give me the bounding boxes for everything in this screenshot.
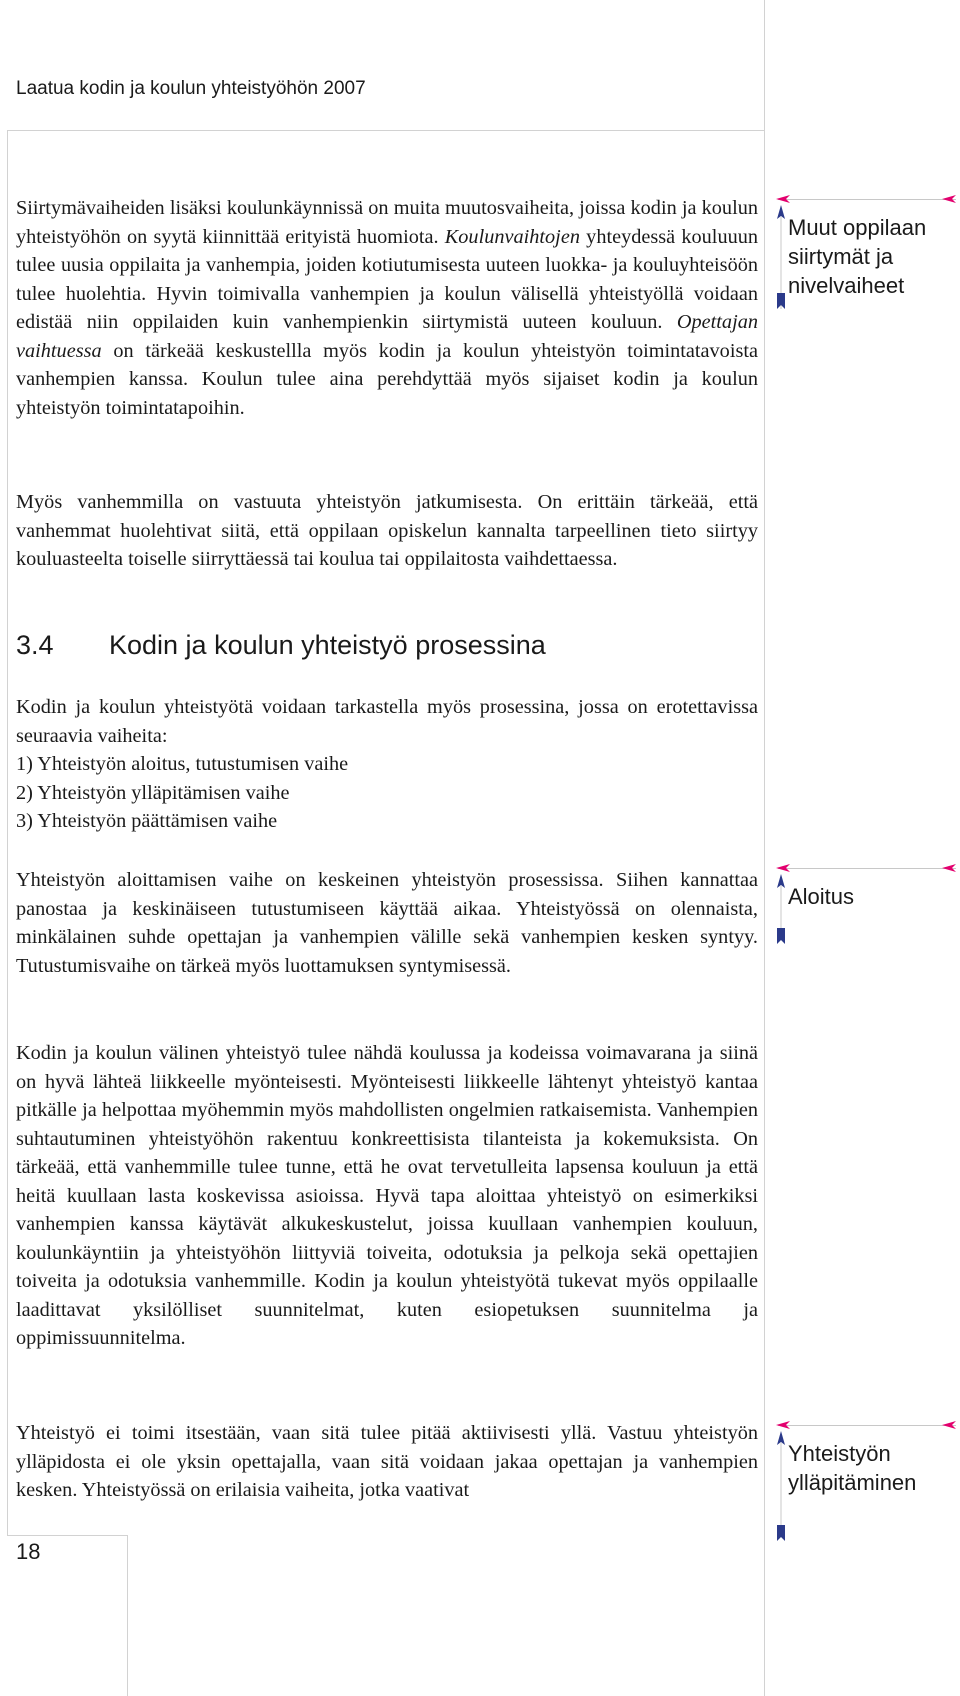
margin-note-transitions bbox=[776, 195, 960, 325]
list-item: 3) Yhteistyön päättämisen vaihe bbox=[16, 810, 278, 832]
page-number-box-border bbox=[127, 1535, 128, 1696]
paragraph-transitions: Siirtymävaiheiden lisäksi koulunkäynnissä on muita muutosvaiheita, joissa kodin ja koulun yhteistyöhön on syytä kiinnittää erityistä huomiota. Koulunvaihtojen yhteydessä kouluuun tulee uusia oppilaita ja vanhempia, joiden kotiutumisesta uuteen luokka- ja kouluyhteisöön tulee huolehtia. Hyvin toimivalla vanhempien ja koulun välisellä yhteistyöllä voidaan edistää niin oppilaiden kuin vanhempienkin siirtymistä uuteen kouluun. Opettajan vaihtuessa on tärkeää keskustellla myös kodin ja koulun yhteistyön toimintatavoista vanhempien kanssa. Koulun tulee aina perehdyttää myös sijaiset kodin ja koulun yhteistyön toimintatapoihin. bbox=[16, 197, 759, 419]
header-rule bbox=[7, 130, 764, 131]
paragraph-parents-responsibility: Myös vanhemmilla on vastuuta yhteistyön jatkumisesta. On erittäin tärkeää, että vanhemmat huolehtivat siitä, että oppilaan opiskelun kannalta tarpeellinen tieto siirtyy kouluasteelta toiselle siirryttäessä tai koulua tai oppilaitosta vaihdettaessa. bbox=[16, 491, 758, 570]
pink-flag-icon bbox=[776, 864, 792, 874]
margin-note-text: Yhteistyön ylläpitäminen bbox=[788, 1441, 917, 1495]
navy-post-icon bbox=[776, 205, 786, 325]
pink-flag-icon bbox=[776, 195, 792, 205]
left-frame-border-top bbox=[7, 130, 8, 1535]
margin-note-rule bbox=[778, 1425, 956, 1426]
margin-note-start bbox=[776, 864, 960, 994]
section-heading bbox=[16, 630, 546, 661]
section-title: Kodin ja koulun yhteistyö prosessina bbox=[109, 630, 546, 660]
list-item: 2) Yhteistyön ylläpitämisen vaihe bbox=[16, 781, 290, 804]
navy-post-icon bbox=[776, 1431, 786, 1541]
margin-note-rule bbox=[778, 199, 956, 200]
right-column-border bbox=[764, 0, 765, 1696]
footer-rule bbox=[7, 1535, 127, 1536]
pink-flag-icon bbox=[940, 1421, 956, 1431]
margin-note-text: Aloitus bbox=[788, 884, 855, 909]
paragraph-resource: Kodin ja koulun välinen yhteistyö tulee nähdä koulussa ja kodeissa voimavarana ja siinä on hyvä lähteä liikkeelle myönteisesti. Myönteisesti liikkeelle lähtenyt yhteistyö kantaa pitkälle ja helpottaa myöhemmin myös mahdollisten ongelmien ratkaisemista. Vanhempien suhtautuminen yhteistyöhön rakentuu konkreettisista tilanteista ja kokemuksista. On tärkeää, että vanhemmille tulee tunne, että he ovat tervetulleita lapsensa kouluun ja että heitä kuullaan lasta koskevissa asioissa. Hyvä tapa aloittaa yhteistyö on esimerkiksi vanhempien kanssa käytävät alkukeskustelut, joissa kuullaan vanhempien kouluun, koulunkäyntiin ja yhteistyöhön liittyviä toiveita, odotuksia ja pelkoja sekä opettajien toiveita ja odotuksia vanhemmille. Kodin ja koulun yhteistyötä tukevat myös oppilaalle laadittavat yksilölliset suunnitelmat, kuten esiopetuksen suunnitelma ja oppimissuunnitelma. bbox=[16, 1042, 758, 1349]
pink-flag-icon bbox=[940, 864, 956, 874]
running-header: Laatua kodin ja koulun yhteistyöhön 2007 bbox=[16, 78, 366, 99]
pink-flag-icon bbox=[940, 195, 956, 205]
page-number: 18 bbox=[16, 1539, 41, 1564]
margin-note-rule bbox=[778, 868, 956, 869]
pink-flag-icon bbox=[776, 1421, 792, 1431]
paragraph-start-phase: Yhteistyön aloittamisen vaihe on keskeinen yhteistyön prosessissa. Siihen kannattaa panostaa ja keskinäiseen tutustumiseen käyttää aikaa. Yhteistyössä on olennaista, minkälainen suhde opettajan ja vanhempien välille sekä vanhempien kesken syntyy. Tutustumisvaihe on tärkeä myös luottamuksen syntymisessä. bbox=[16, 869, 758, 977]
section-number: 3.4 bbox=[16, 630, 54, 660]
paragraph-process-phases: Kodin ja koulun yhteistyötä voidaan tarkastella myös prosessina, jossa on erotettavissa seuraavia vaiheita: 1) Yhteistyön aloitus, tutustumisen vaihe 2) Yhteistyön ylläpitämisen vaihe 3) Yhteistyön päättämisen vaihe bbox=[16, 693, 758, 836]
margin-note-text: Muut oppilaan siirtymät ja nivelvaiheet bbox=[788, 215, 927, 298]
list-item: 1) Yhteistyön aloitus, tutustumisen vaihe bbox=[16, 753, 349, 775]
margin-note-maintaining bbox=[776, 1421, 960, 1551]
navy-post-icon bbox=[776, 874, 786, 944]
paragraph-maintaining: Yhteistyö ei toimi itsestään, vaan sitä tulee pitää aktiivisesti yllä. Vastuu yhteistyön ylläpidosta ei ole yksin opettajalla, vaan sitä voidaan jakaa opettajan ja vanhempien kesken. Yhteistyössä on erilaisia vaiheita, jotka vaativat bbox=[16, 1422, 758, 1501]
